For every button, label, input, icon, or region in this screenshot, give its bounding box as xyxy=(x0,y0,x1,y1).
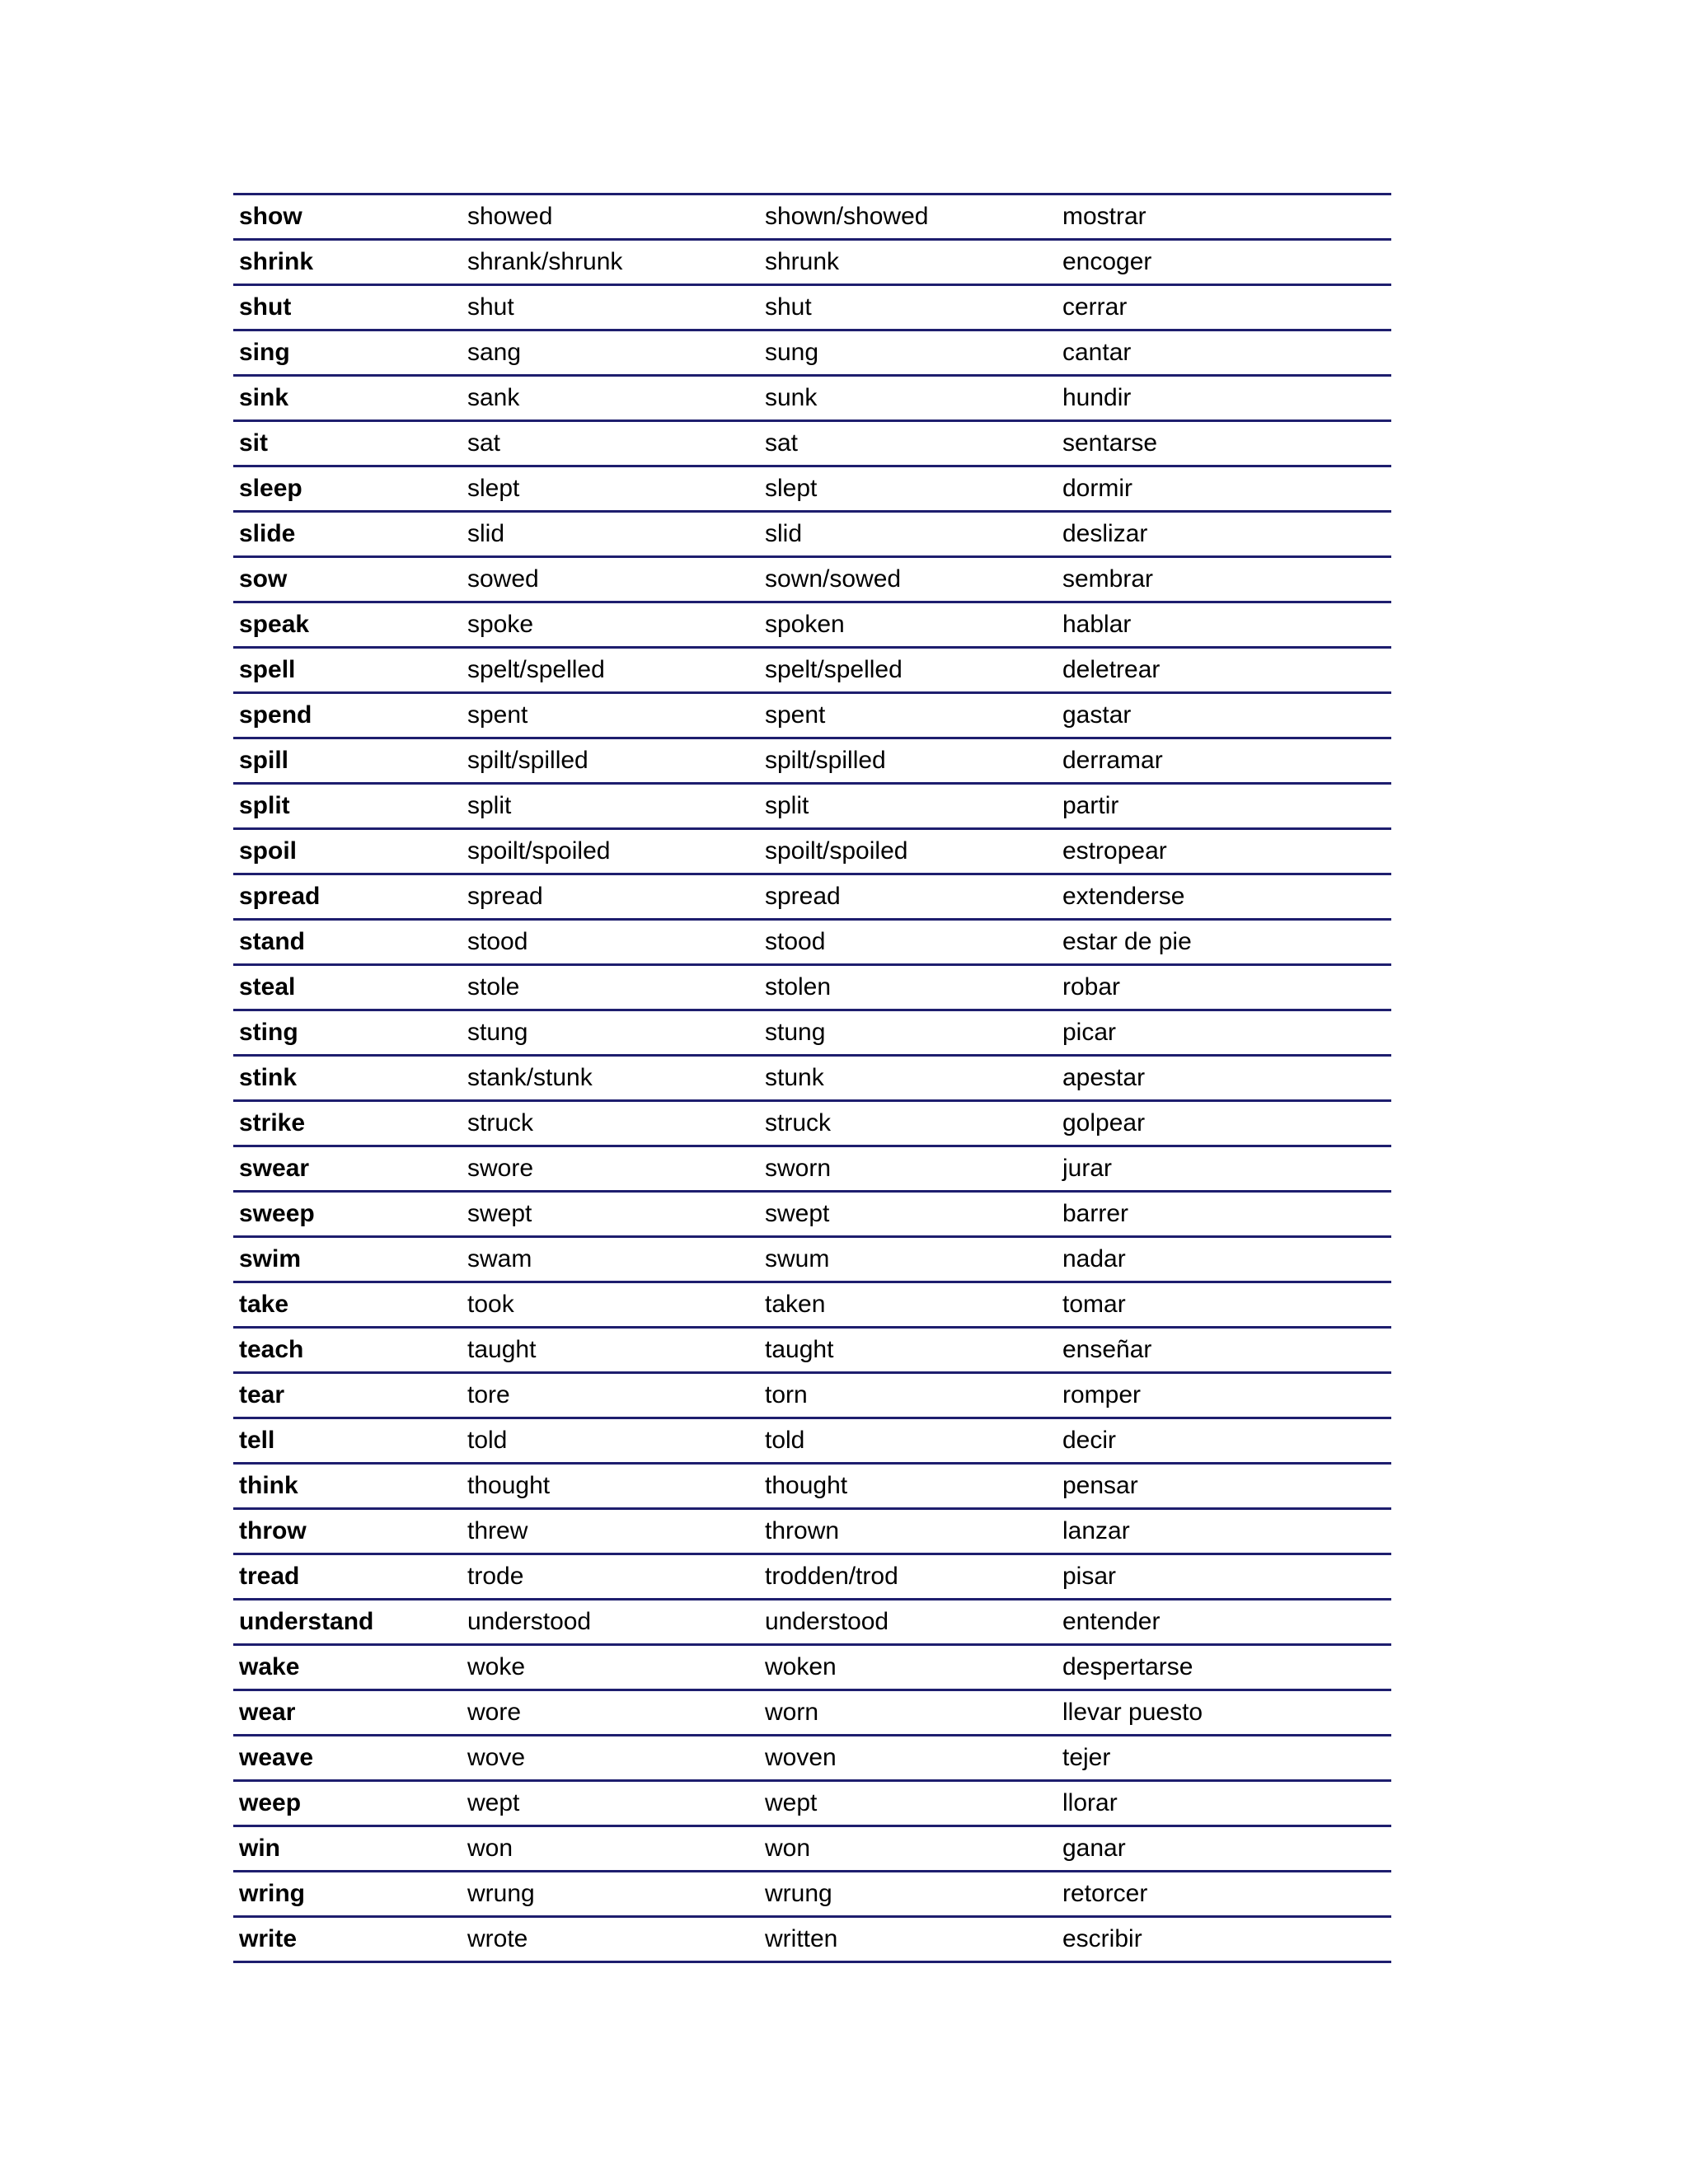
past-simple-cell: stole xyxy=(467,973,520,1001)
table-row xyxy=(233,739,1391,785)
past-simple-cell: wrote xyxy=(467,1925,528,1952)
past-simple-cell: stood xyxy=(467,928,528,955)
infinitive-cell: speak xyxy=(239,611,310,638)
past-simple-cell: trode xyxy=(467,1563,524,1590)
table-row xyxy=(233,1238,1391,1283)
translation-cell: partir xyxy=(1062,792,1119,819)
table-row xyxy=(233,966,1391,1011)
table-row xyxy=(233,286,1391,331)
infinitive-cell: sting xyxy=(239,1019,298,1046)
table-row xyxy=(233,241,1391,286)
past-participle-cell: sunk xyxy=(765,384,818,411)
infinitive-cell: spend xyxy=(239,701,312,729)
translation-cell: cantar xyxy=(1062,339,1132,366)
past-simple-cell: shrank/shrunk xyxy=(467,248,623,275)
infinitive-cell: shrink xyxy=(239,248,314,275)
translation-cell: mostrar xyxy=(1062,203,1146,230)
infinitive-cell: spread xyxy=(239,883,321,910)
table-row xyxy=(233,785,1391,830)
infinitive-cell: take xyxy=(239,1291,289,1318)
past-participle-cell: woken xyxy=(765,1653,837,1680)
translation-cell: gastar xyxy=(1062,701,1132,729)
translation-cell: nadar xyxy=(1062,1245,1126,1272)
past-simple-cell: slept xyxy=(467,475,520,502)
translation-cell: pensar xyxy=(1062,1472,1138,1499)
infinitive-cell: wring xyxy=(239,1880,305,1907)
past-simple-cell: stung xyxy=(467,1019,528,1046)
irregular-verbs-table xyxy=(233,193,1391,1963)
translation-cell: estar de pie xyxy=(1062,928,1192,955)
table-row xyxy=(233,377,1391,422)
past-participle-cell: sung xyxy=(765,339,819,366)
table-row xyxy=(233,875,1391,921)
infinitive-cell: wear xyxy=(239,1699,296,1726)
table-row xyxy=(233,1736,1391,1782)
infinitive-cell: tread xyxy=(239,1563,300,1590)
past-simple-cell: understood xyxy=(467,1608,592,1635)
table-row xyxy=(233,1374,1391,1419)
infinitive-cell: wake xyxy=(239,1653,300,1680)
translation-cell: apestar xyxy=(1062,1064,1146,1091)
past-simple-cell: sank xyxy=(467,384,520,411)
past-simple-cell: spelt/spelled xyxy=(467,656,605,683)
table-row xyxy=(233,1102,1391,1147)
infinitive-cell: sweep xyxy=(239,1200,315,1227)
past-simple-cell: won xyxy=(467,1835,513,1862)
past-participle-cell: spelt/spelled xyxy=(765,656,903,683)
infinitive-cell: sow xyxy=(239,565,288,593)
infinitive-cell: split xyxy=(239,792,290,819)
past-simple-cell: struck xyxy=(467,1109,534,1137)
table-row xyxy=(233,1872,1391,1918)
translation-cell: retorcer xyxy=(1062,1880,1148,1907)
table-row xyxy=(233,195,1391,241)
past-simple-cell: woke xyxy=(467,1653,526,1680)
past-simple-cell: spilt/spilled xyxy=(467,747,588,774)
translation-cell: romper xyxy=(1062,1381,1142,1408)
infinitive-cell: stink xyxy=(239,1064,298,1091)
infinitive-cell: spill xyxy=(239,747,289,774)
infinitive-cell: swear xyxy=(239,1155,310,1182)
past-simple-cell: shut xyxy=(467,293,514,321)
table-row xyxy=(233,921,1391,966)
translation-cell: entender xyxy=(1062,1608,1160,1635)
past-simple-cell: sat xyxy=(467,429,501,457)
past-simple-cell: told xyxy=(467,1427,508,1454)
table-row xyxy=(233,1555,1391,1601)
translation-cell: deletrear xyxy=(1062,656,1160,683)
past-participle-cell: told xyxy=(765,1427,805,1454)
infinitive-cell: spell xyxy=(239,656,296,683)
past-participle-cell: taught xyxy=(765,1336,834,1363)
infinitive-cell: shut xyxy=(239,293,292,321)
past-participle-cell: written xyxy=(765,1925,838,1952)
past-simple-cell: spoke xyxy=(467,611,534,638)
infinitive-cell: tell xyxy=(239,1427,275,1454)
past-simple-cell: showed xyxy=(467,203,553,230)
past-participle-cell: thrown xyxy=(765,1517,840,1544)
infinitive-cell: strike xyxy=(239,1109,306,1137)
table-row xyxy=(233,422,1391,467)
table-row xyxy=(233,603,1391,649)
past-participle-cell: sown/sowed xyxy=(765,565,902,593)
translation-cell: hundir xyxy=(1062,384,1132,411)
table-row xyxy=(233,1465,1391,1510)
past-participle-cell: struck xyxy=(765,1109,832,1137)
table-row xyxy=(233,1283,1391,1329)
table-row xyxy=(233,649,1391,694)
translation-cell: escribir xyxy=(1062,1925,1142,1952)
past-participle-cell: spent xyxy=(765,701,826,729)
translation-cell: encoger xyxy=(1062,248,1152,275)
infinitive-cell: swim xyxy=(239,1245,302,1272)
infinitive-cell: understand xyxy=(239,1608,374,1635)
translation-cell: golpear xyxy=(1062,1109,1146,1137)
translation-cell: llevar puesto xyxy=(1062,1699,1203,1726)
infinitive-cell: win xyxy=(239,1835,280,1862)
past-simple-cell: wrung xyxy=(467,1880,535,1907)
infinitive-cell: throw xyxy=(239,1517,307,1544)
table-row xyxy=(233,1329,1391,1374)
translation-cell: picar xyxy=(1062,1019,1117,1046)
translation-cell: ganar xyxy=(1062,1835,1126,1862)
past-simple-cell: threw xyxy=(467,1517,528,1544)
past-participle-cell: taken xyxy=(765,1291,826,1318)
translation-cell: decir xyxy=(1062,1427,1117,1454)
past-participle-cell: torn xyxy=(765,1381,808,1408)
past-participle-cell: woven xyxy=(765,1744,837,1771)
infinitive-cell: slide xyxy=(239,520,296,547)
translation-cell: barrer xyxy=(1062,1200,1129,1227)
translation-cell: estropear xyxy=(1062,837,1167,865)
table-row xyxy=(233,1011,1391,1057)
infinitive-cell: weave xyxy=(239,1744,314,1771)
past-participle-cell: stunk xyxy=(765,1064,824,1091)
past-participle-cell: thought xyxy=(765,1472,848,1499)
infinitive-cell: write xyxy=(239,1925,298,1952)
table-row xyxy=(233,1057,1391,1102)
past-simple-cell: spoilt/spoiled xyxy=(467,837,611,865)
infinitive-cell: stand xyxy=(239,928,306,955)
past-simple-cell: swam xyxy=(467,1245,532,1272)
infinitive-cell: steal xyxy=(239,973,296,1001)
past-simple-cell: tore xyxy=(467,1381,510,1408)
table-row xyxy=(233,1147,1391,1193)
infinitive-cell: weep xyxy=(239,1789,302,1816)
table-row xyxy=(233,1193,1391,1238)
infinitive-cell: teach xyxy=(239,1336,304,1363)
table-row xyxy=(233,694,1391,739)
past-participle-cell: understood xyxy=(765,1608,889,1635)
translation-cell: sentarse xyxy=(1062,429,1158,457)
table-row xyxy=(233,1691,1391,1736)
translation-cell: cerrar xyxy=(1062,293,1128,321)
translation-cell: tomar xyxy=(1062,1291,1126,1318)
table-row xyxy=(233,467,1391,513)
translation-cell: hablar xyxy=(1062,611,1132,638)
table-row xyxy=(233,830,1391,875)
past-simple-cell: thought xyxy=(467,1472,551,1499)
infinitive-cell: sing xyxy=(239,339,290,366)
past-simple-cell: stank/stunk xyxy=(467,1064,593,1091)
past-participle-cell: won xyxy=(765,1835,811,1862)
translation-cell: llorar xyxy=(1062,1789,1118,1816)
past-simple-cell: swore xyxy=(467,1155,534,1182)
translation-cell: dormir xyxy=(1062,475,1133,502)
past-participle-cell: slid xyxy=(765,520,803,547)
translation-cell: extenderse xyxy=(1062,883,1185,910)
translation-cell: despertarse xyxy=(1062,1653,1193,1680)
translation-cell: enseñar xyxy=(1062,1336,1152,1363)
past-participle-cell: worn xyxy=(765,1699,819,1726)
past-participle-cell: stung xyxy=(765,1019,826,1046)
translation-cell: lanzar xyxy=(1062,1517,1130,1544)
past-participle-cell: swum xyxy=(765,1245,830,1272)
table-row xyxy=(233,1419,1391,1465)
past-simple-cell: slid xyxy=(467,520,505,547)
past-participle-cell: shown/showed xyxy=(765,203,929,230)
table-row xyxy=(233,1601,1391,1646)
table-row xyxy=(233,1646,1391,1691)
table-row xyxy=(233,1782,1391,1827)
past-simple-cell: sang xyxy=(467,339,522,366)
table-row xyxy=(233,331,1391,377)
past-participle-cell: slept xyxy=(765,475,818,502)
translation-cell: jurar xyxy=(1062,1155,1113,1182)
past-simple-cell: split xyxy=(467,792,512,819)
infinitive-cell: sleep xyxy=(239,475,302,502)
past-participle-cell: shut xyxy=(765,293,812,321)
past-simple-cell: swept xyxy=(467,1200,532,1227)
past-participle-cell: swept xyxy=(765,1200,830,1227)
past-simple-cell: sowed xyxy=(467,565,539,593)
past-participle-cell: spoilt/spoiled xyxy=(765,837,908,865)
infinitive-cell: think xyxy=(239,1472,298,1499)
past-participle-cell: wept xyxy=(765,1789,818,1816)
past-simple-cell: taught xyxy=(467,1336,537,1363)
infinitive-cell: sit xyxy=(239,429,269,457)
infinitive-cell: spoil xyxy=(239,837,298,865)
past-simple-cell: spent xyxy=(467,701,528,729)
past-participle-cell: stolen xyxy=(765,973,832,1001)
past-simple-cell: wove xyxy=(467,1744,526,1771)
table-row xyxy=(233,1510,1391,1555)
past-simple-cell: spread xyxy=(467,883,543,910)
translation-cell: sembrar xyxy=(1062,565,1154,593)
past-participle-cell: spoken xyxy=(765,611,845,638)
table-row xyxy=(233,513,1391,558)
past-simple-cell: wore xyxy=(467,1699,522,1726)
table-row xyxy=(233,558,1391,603)
table-row xyxy=(233,1827,1391,1872)
past-simple-cell: wept xyxy=(467,1789,520,1816)
past-participle-cell: wrung xyxy=(765,1880,832,1907)
infinitive-cell: tear xyxy=(239,1381,285,1408)
translation-cell: pisar xyxy=(1062,1563,1117,1590)
past-participle-cell: sworn xyxy=(765,1155,832,1182)
past-participle-cell: trodden/trod xyxy=(765,1563,898,1590)
table-row xyxy=(233,1918,1391,1963)
past-participle-cell: sat xyxy=(765,429,799,457)
past-participle-cell: spread xyxy=(765,883,841,910)
infinitive-cell: sink xyxy=(239,384,289,411)
translation-cell: robar xyxy=(1062,973,1121,1001)
past-participle-cell: shrunk xyxy=(765,248,840,275)
past-simple-cell: took xyxy=(467,1291,514,1318)
translation-cell: deslizar xyxy=(1062,520,1148,547)
infinitive-cell: show xyxy=(239,203,302,230)
past-participle-cell: spilt/spilled xyxy=(765,747,886,774)
translation-cell: tejer xyxy=(1062,1744,1111,1771)
past-participle-cell: split xyxy=(765,792,809,819)
past-participle-cell: stood xyxy=(765,928,826,955)
translation-cell: derramar xyxy=(1062,747,1163,774)
